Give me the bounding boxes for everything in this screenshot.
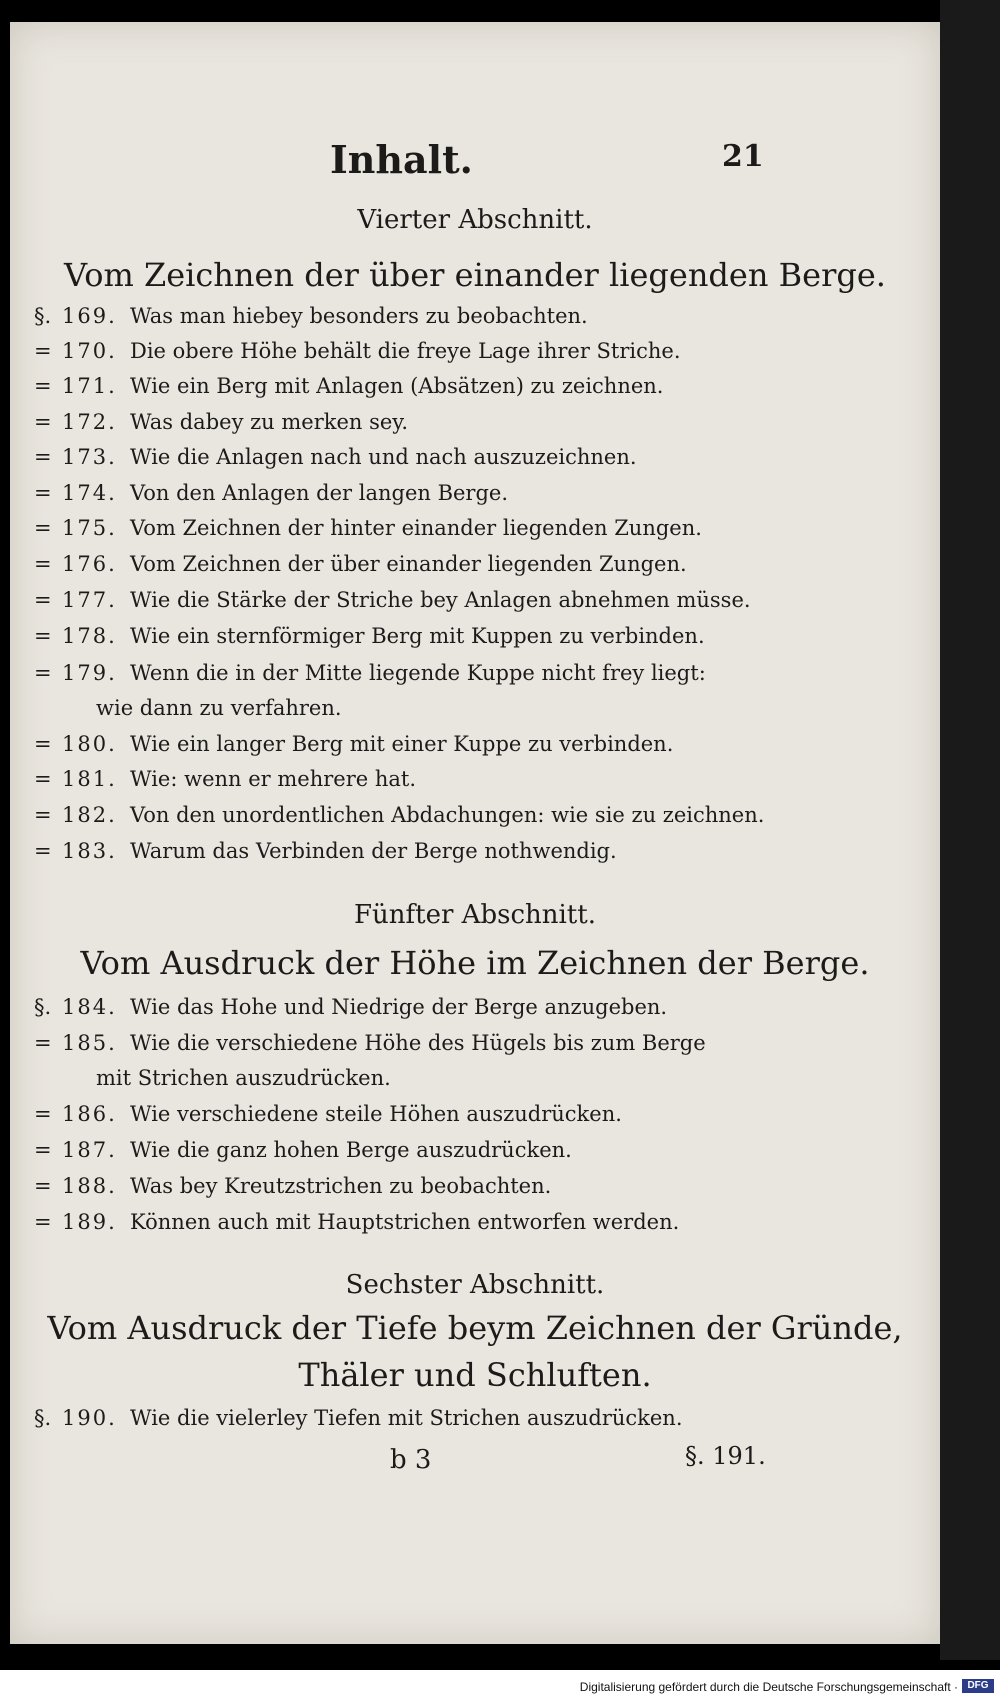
funding-credit: Digitalisierung gefördert durch die Deutsche Forschungsgemeinschaft · [579, 1680, 958, 1694]
entry-text: Wie ein sternförmiger Berg mit Kuppen zu verbinden. [130, 624, 705, 648]
book-page [10, 22, 940, 1644]
catchword: §. 191. [685, 1442, 766, 1470]
entry-text: Wie das Hohe und Niedrige der Berge anzugeben. [130, 995, 668, 1019]
entry-continuation-text: mit Strichen auszudrücken. [96, 1066, 391, 1090]
entry-number: 183. [62, 839, 117, 863]
entry-marker: = [34, 1102, 52, 1126]
entry-text: Wie: wenn er mehrere hat. [130, 767, 417, 791]
entry-marker: = [34, 803, 52, 827]
entry-number: 179. [62, 661, 117, 685]
entry-marker: = [34, 624, 52, 648]
entry-marker: §. [34, 1406, 52, 1430]
entry-number: 185. [62, 1031, 117, 1055]
entry-number: 178. [62, 624, 117, 648]
entry-number: 182. [62, 803, 117, 827]
entry-marker: = [34, 661, 52, 685]
entry-text: Von den unordentlichen Abdachungen: wie sie zu zeichnen. [130, 803, 765, 827]
entry-number: 176. [62, 552, 117, 576]
section-title: Sechster Abschnitt. [345, 1270, 605, 1300]
entry-marker: = [34, 410, 52, 434]
entry-number: 172. [62, 410, 117, 434]
entry-number: 180. [62, 732, 117, 756]
entry-marker: = [34, 552, 52, 576]
entry-marker: = [34, 1210, 52, 1234]
section-subtitle: Vom Zeichnen der über einander liegenden Berge. [64, 256, 886, 294]
entry-text: Wie die verschiedene Höhe des Hügels bis zum Berge [130, 1031, 706, 1055]
entry-marker: = [34, 732, 52, 756]
page-header-title: Inhalt. [330, 137, 473, 182]
section-title: Fünfter Abschnitt. [354, 900, 596, 930]
entry-text: Wie ein Berg mit Anlagen (Absätzen) zu zeichnen. [130, 374, 664, 398]
entry-marker: = [34, 1174, 52, 1198]
section-title: Vierter Abschnitt. [357, 205, 593, 235]
entry-number: 181. [62, 767, 117, 791]
section-subtitle-line-2: Thäler und Schluften. [298, 1356, 652, 1394]
entry-marker: = [34, 339, 52, 363]
entry-number: 174. [62, 481, 117, 505]
entry-text: Wenn die in der Mitte liegende Kuppe nicht frey liegt: [130, 661, 706, 685]
entry-number: 177. [62, 588, 117, 612]
page-number: 21 [722, 139, 764, 174]
entry-marker: = [34, 516, 52, 540]
entry-number: 170. [62, 339, 117, 363]
entry-marker: = [34, 839, 52, 863]
scan-background-edge [940, 0, 1000, 1660]
entry-marker: = [34, 767, 52, 791]
entry-text: Was bey Kreutzstrichen zu beobachten. [130, 1174, 552, 1198]
signature-mark: b 3 [390, 1445, 432, 1475]
entry-number: 184. [62, 995, 117, 1019]
entry-number: 188. [62, 1174, 117, 1198]
entry-text: Wie die ganz hohen Berge auszudrücken. [130, 1138, 572, 1162]
entry-marker: = [34, 481, 52, 505]
entry-marker: = [34, 588, 52, 612]
entry-text: Wie verschiedene steile Höhen auszudrücken. [130, 1102, 622, 1126]
entry-continuation-text: wie dann zu verfahren. [96, 696, 342, 720]
section-subtitle: Vom Ausdruck der Höhe im Zeichnen der Berge. [80, 944, 870, 982]
entry-text: Vom Zeichnen der über einander liegenden Zungen. [130, 552, 687, 576]
entry-number: 190. [62, 1406, 117, 1430]
entry-marker: = [34, 445, 52, 469]
dfg-logo-icon: DFG [962, 1679, 994, 1693]
entry-number: 175. [62, 516, 117, 540]
entry-marker: = [34, 374, 52, 398]
entry-text: Wie die vielerley Tiefen mit Strichen auszudrücken. [130, 1406, 683, 1430]
entry-marker: §. [34, 995, 52, 1019]
entry-text: Von den Anlagen der langen Berge. [130, 481, 509, 505]
entry-marker: = [34, 1138, 52, 1162]
entry-number: 189. [62, 1210, 117, 1234]
entry-number: 187. [62, 1138, 117, 1162]
entry-number: 171. [62, 374, 117, 398]
entry-text: Können auch mit Hauptstrichen entworfen werden. [130, 1210, 680, 1234]
entry-number: 173. [62, 445, 117, 469]
entry-text: Wie die Anlagen nach und nach auszuzeichnen. [130, 445, 637, 469]
entry-marker: = [34, 1031, 52, 1055]
entry-text: Vom Zeichnen der hinter einander liegenden Zungen. [130, 516, 702, 540]
entry-number: 186. [62, 1102, 117, 1126]
entry-text: Warum das Verbinden der Berge nothwendig. [130, 839, 617, 863]
entry-text: Was dabey zu merken sey. [130, 410, 409, 434]
section-subtitle-line-1: Vom Ausdruck der Tiefe beym Zeichnen der Gründe, [47, 1309, 903, 1347]
entry-text: Was man hiebey besonders zu beobachten. [130, 304, 588, 328]
entry-text: Wie die Stärke der Striche bey Anlagen abnehmen müsse. [130, 588, 751, 612]
entry-number: 169. [62, 304, 117, 328]
entry-text: Wie ein langer Berg mit einer Kuppe zu verbinden. [130, 732, 674, 756]
entry-marker: §. [34, 304, 52, 328]
digitization-footer [0, 1670, 1000, 1705]
entry-text: Die obere Höhe behält die freye Lage ihrer Striche. [130, 339, 681, 363]
